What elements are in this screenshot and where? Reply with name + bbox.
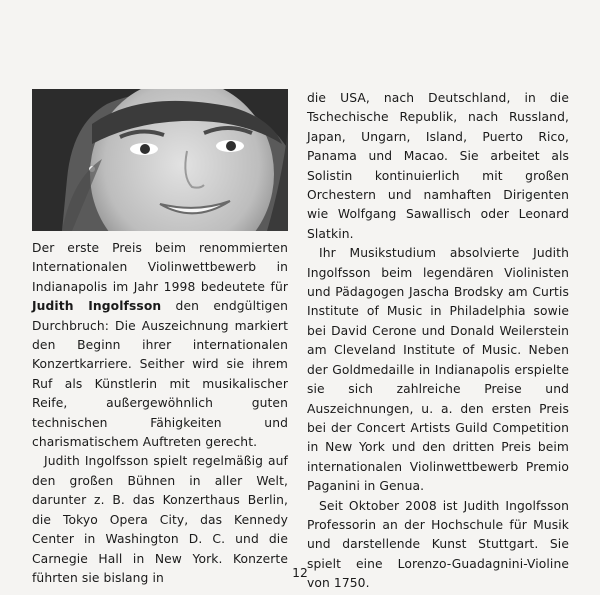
artist-name: Judith Ingolfsson: [32, 299, 162, 314]
left-column: [32, 239, 288, 588]
portrait-photo: [32, 89, 288, 231]
portrait-illustration: [32, 89, 288, 231]
right-column: [307, 89, 569, 594]
paragraph-countries: die USA, nach Deutschland, in die Tschechische Republik, nach Russland, Japan, Ungarn, Island, Puerto Rico, Panama und Macao. Sie arbeitet als Solistin kontinuierlich mit großen Orchestern und namhaften Dirigenten wie Wolfgang Sawallisch oder Leonard Slatkin.: [307, 91, 569, 241]
paragraph-professorship: Seit Oktober 2008 ist Judith Ingolfsson Professorin an der Hochschule für Musik und darstellende Kunst Stuttgart. Sie spielt eine Lorenzo-Guadagnini-Violine von 1750.: [307, 498, 569, 591]
paragraph-career: Der erste Preis beim renommierten Internationalen Violinwettbewerb in Indianapolis im Jahr 1998 bedeutete für Judith Ingolfsson den endgültigen Durchbruch: Die Auszeichnung markiert den Beginn ihrer internationalen Konzertkarriere. Seither wird sie ihrem Ruf als Künstlerin mit musikalischer Reife, außergewöhnlich guten technischen Fähigkeiten und charismatischem Auftreten gerecht.: [32, 241, 288, 450]
paragraph-venues: Judith Ingolfsson spielt regelmäßig auf den großen Bühnen in aller Welt, darunter z. B. das Konzerthaus Berlin, die Tokyo Opera City, das Kennedy Center in Washington D. C. und die Carnegie Hall in New York. Konzerte führten sie bislang in: [32, 454, 288, 585]
page-number: 12: [292, 566, 308, 580]
paragraph-studies: Ihr Musikstudium absolvierte Judith Ingolfsson beim legendären Violinisten und Pädagogen Jascha Brodsky am Curtis Institute of Music in Philadelphia sowie bei David Cerone und Donald Weilerstein am Cleveland Institute of Music. Neben der Goldmedaille in Indianapolis erspielte sie sich zahlreiche Preise und Auszeichnungen, u. a. den ersten Preis bei der Concert Artists Guild Competition in New York und den dritten Preis beim internationalen Violinwettbewerb Premio Paganini in Genua.: [307, 246, 569, 494]
